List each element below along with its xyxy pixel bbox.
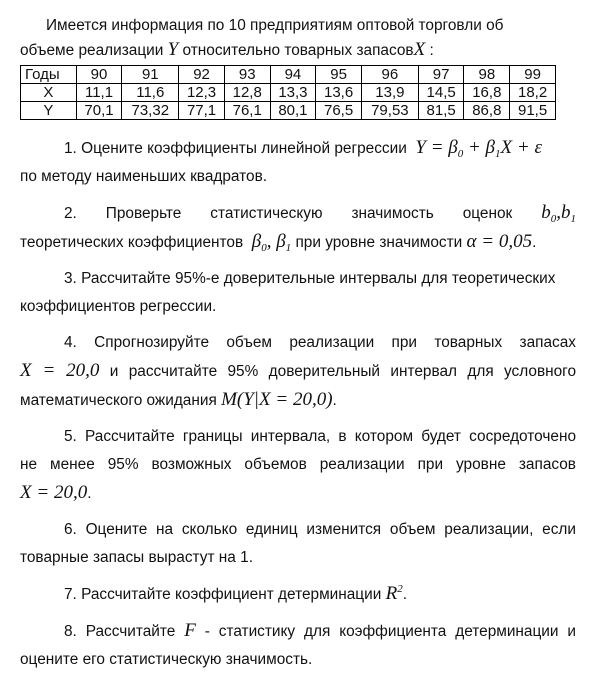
intro-line-2: объеме реализации Y относительно товарных запасовX :: [20, 39, 434, 60]
var-x: X: [413, 39, 426, 60]
task-3: [20, 265, 576, 293]
task-8: [20, 617, 576, 646]
table-year-cell: 96: [361, 66, 418, 84]
table-row: [21, 84, 556, 102]
task-7-text: 7. Рассчитайте коэффициент детерминации: [64, 586, 382, 603]
task-6-text: 6. Оцените на сколько единиц изменится объем реализации, если: [64, 521, 576, 538]
task-8-text: - статистику для коэффициента детерминации и: [204, 623, 576, 640]
table-row-label: X: [21, 84, 77, 102]
table-cell: 79,53: [361, 102, 418, 120]
table-year-cell: 97: [418, 66, 464, 84]
task-8-text-2: оцените его статистическую значимость.: [20, 651, 313, 668]
table-year-cell: 94: [270, 66, 316, 84]
formula-x: X: [500, 137, 513, 158]
table-cell: 11,6: [122, 84, 179, 102]
f-symbol: F: [184, 620, 196, 641]
task-5-cont: [20, 451, 576, 479]
task-4-text-3: математического ожидания: [20, 392, 217, 409]
data-table: [20, 65, 556, 120]
table-cell: 81,5: [418, 102, 464, 120]
intro-text-1: Имеется информация по 10 предприятиям оптовой торговли об: [46, 17, 504, 34]
task-2-text-2: теоретических коэффициентов: [20, 234, 244, 251]
table-cell: 76,5: [316, 102, 362, 120]
formula-y: Y: [415, 137, 426, 158]
var-y: Y: [167, 39, 179, 60]
table-cell: 91,5: [510, 102, 556, 120]
data-table-body: [21, 66, 556, 120]
table-cell: 80,1: [270, 102, 316, 120]
table-cell: 13,3: [270, 84, 316, 102]
table-cell: 70,1: [76, 102, 122, 120]
table-cell: 77,1: [179, 102, 225, 120]
table-cell: 13,9: [361, 84, 418, 102]
table-year-cell: 91: [122, 66, 179, 84]
task-8-cont: [20, 646, 576, 674]
table-year-cell: 98: [464, 66, 510, 84]
table-year-cell: 95: [316, 66, 362, 84]
r-squared: $R^2$: [385, 583, 403, 604]
task-1-text: 1. Оцените коэффициенты линейной регрессии: [64, 140, 407, 157]
intro-text-2b: относительно товарных запасов: [182, 42, 414, 59]
table-cell: 86,8: [464, 102, 510, 120]
table-cell: 73,32: [122, 102, 179, 120]
x-value-2: 20,0: [292, 389, 327, 410]
task-1-text-2: по методу наименьших квадратов.: [20, 168, 268, 185]
task-6-cont: [20, 544, 576, 572]
task-2: [20, 199, 576, 228]
table-cell: 13,6: [316, 84, 362, 102]
task-3-text: 3. Рассчитайте 95%-е доверительные интервалы для теоретических: [64, 270, 556, 287]
table-header-row: [21, 66, 556, 84]
x-eq-1: X = 20,0: [20, 360, 100, 381]
task-2-text: 2. Проверьте статистическую значимость оценок: [64, 205, 513, 222]
table-cell: 14,5: [418, 84, 464, 102]
task-7: 7. Рассчитайте коэффициент детерминации $R^2$.: [64, 583, 407, 604]
table-cell: 12,3: [179, 84, 225, 102]
x-value-1: 20,0: [66, 360, 100, 381]
table-year-cell: 93: [224, 66, 270, 84]
task-5: [20, 423, 576, 451]
table-cell: 11,1: [76, 84, 122, 102]
task-8-text-pre: 8. Рассчитайте: [64, 623, 176, 640]
task-4: [20, 329, 576, 357]
task-4-text: 4. Спрогнозируйте объем реализации при товарных запасах: [64, 334, 576, 351]
table-cell: 18,2: [510, 84, 556, 102]
table-cell: 16,8: [464, 84, 510, 102]
conditional-expectation: M(Y|X = 20,0): [221, 389, 333, 410]
regression-formula: $Y = \beta_0 + \beta_1X + \varepsilon$: [415, 137, 542, 160]
table-cell: 76,1: [224, 102, 270, 120]
task-3-text-2: коэффициентов регрессии.: [20, 298, 217, 315]
intro-text-2a: объеме реализации: [20, 42, 164, 59]
task-2-cont: теоретических коэффициентов $\beta_0$, $\beta_1$ при уровне значимости α = 0,05.: [20, 231, 537, 254]
task-2-text-3: при уровне значимости: [295, 234, 463, 251]
task-1: [20, 134, 576, 163]
task-4-cont: [20, 357, 576, 386]
task-5-cont-2: X = 20,0.: [20, 482, 92, 503]
task-1-cont: [20, 163, 576, 191]
task-5-text: 5. Рассчитайте границы интервала, в котором будет сосредоточено: [64, 428, 576, 445]
task-4-cont-2: математического ожидания M(Y|X = 20,0).: [20, 389, 337, 410]
table-year-cell: 92: [179, 66, 225, 84]
estimates-b: $b_0,b_1$: [541, 202, 576, 225]
table-year-cell: 99: [510, 66, 556, 84]
x-eq-2: X = 20,0: [20, 482, 88, 503]
task-6: [20, 516, 576, 544]
table-cell: 12,8: [224, 84, 270, 102]
alpha-expr: α = 0,05: [466, 231, 533, 252]
table-row: [21, 102, 556, 120]
alpha-value: 0,05: [498, 231, 533, 252]
task-3-cont: [20, 293, 576, 321]
table-header-label: Годы: [21, 66, 77, 84]
task-4-text-2: и рассчитайте 95% доверительный интервал для условного: [109, 363, 577, 380]
table-row-label: Y: [21, 102, 77, 120]
table-year-cell: 90: [76, 66, 122, 84]
x-value-3: 20,0: [53, 482, 88, 503]
task-6-text-2: товарные запасы вырастут на 1.: [20, 549, 253, 566]
intro-line-1: [20, 14, 576, 38]
betas: $\beta_0$, $\beta_1$: [251, 231, 292, 254]
task-5-text-2: не менее 95% возможных объемов реализации при уровне запасов: [20, 456, 576, 473]
